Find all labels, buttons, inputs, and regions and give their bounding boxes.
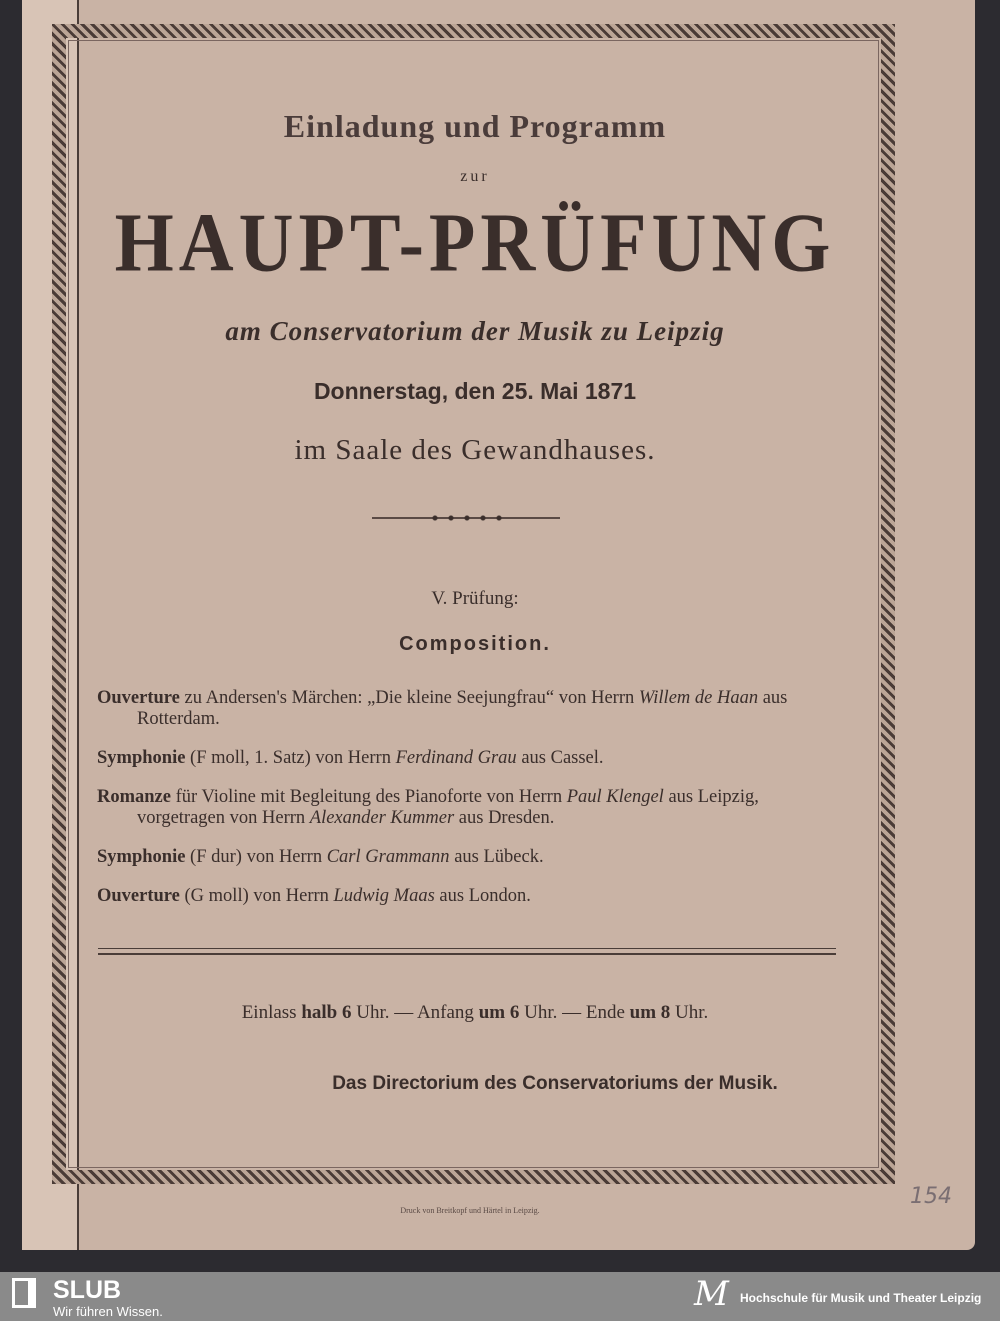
origin: aus London. <box>439 886 531 906</box>
schedule-part: Uhr. <box>675 1002 709 1023</box>
double-rule <box>98 948 836 955</box>
hmt-logo[interactable]: Hochschule für Musik und Theater Leipzig <box>740 1291 982 1305</box>
schedule <box>80 1002 870 1024</box>
signature: Das Directorium des Conservatoriums der Musik. <box>332 1073 778 1094</box>
slub-book-icon <box>12 1278 36 1308</box>
schedule-part: Einlass <box>241 1002 297 1023</box>
origin: aus Rotterdam. <box>137 688 788 729</box>
program-item <box>97 886 837 907</box>
piece-desc-2: aus Leipzig, vorgetragen von Herrn <box>137 787 759 828</box>
schedule-time: halb 6 <box>301 1002 352 1023</box>
program-item <box>97 688 837 730</box>
origin: aus Cassel. <box>521 748 604 768</box>
piece-desc: für Violine mit Begleitung des Pianoforte von Herrn <box>175 787 563 807</box>
program-item <box>97 748 837 769</box>
piece-desc: (G moll) von Herrn <box>184 886 329 906</box>
date: Donnerstag, den 25. Mai 1871 <box>313 378 637 404</box>
schedule-part: Uhr. — Anfang <box>356 1002 474 1023</box>
program-item <box>97 787 837 829</box>
piece-desc: zu Andersen's Märchen: „Die kleine Seejungfrau“ von Herrn <box>184 688 635 708</box>
composer: Willem de Haan <box>638 688 759 708</box>
piece-desc: (F moll, 1. Satz) von Herrn <box>190 748 391 768</box>
ornament-divider <box>372 517 560 519</box>
slub-logo[interactable]: SLUB <box>53 1276 122 1304</box>
hmt-monogram-icon: M <box>694 1274 729 1314</box>
origin: aus Dresden. <box>458 808 555 828</box>
program-list <box>97 688 837 925</box>
performer: Alexander Kummer <box>309 808 455 828</box>
composer: Ferdinand Grau <box>395 748 517 768</box>
handwritten-page-number: 154 <box>910 1184 952 1209</box>
slub-tagline: Wir führen Wissen. <box>53 1304 163 1319</box>
composer: Ludwig Maas <box>333 886 435 906</box>
main-title: HAUPT-PRÜFUNG <box>114 196 836 290</box>
piece-title: Romanze <box>97 787 171 807</box>
institution: am Conservatorium der Musik zu Leipzig <box>225 316 725 346</box>
heading-invitation: Einladung und Programm <box>283 108 667 144</box>
composer: Carl Grammann <box>326 847 450 867</box>
piece-title: Ouverture <box>97 886 180 906</box>
piece-desc: (F dur) von Herrn <box>190 847 323 867</box>
exam-subject: Composition. <box>399 633 551 655</box>
printer-imprint: Druck von Breitkopf und Härtel in Leipzig. <box>400 1206 540 1215</box>
schedule-part: Uhr. — Ende <box>524 1002 625 1023</box>
origin: aus Lübeck. <box>454 847 544 867</box>
exam-number: V. Prüfung: <box>431 588 519 609</box>
piece-title: Symphonie <box>97 847 186 867</box>
program-item <box>97 847 837 868</box>
piece-title: Symphonie <box>97 748 186 768</box>
composer: Paul Klengel <box>566 787 664 807</box>
venue: im Saale des Gewandhauses. <box>294 434 656 466</box>
piece-title: Ouverture <box>97 688 180 708</box>
schedule-time: um 8 <box>629 1002 671 1023</box>
heading-zur: zur <box>460 168 490 185</box>
schedule-time: um 6 <box>478 1002 520 1023</box>
footer-bar <box>0 1272 1000 1321</box>
